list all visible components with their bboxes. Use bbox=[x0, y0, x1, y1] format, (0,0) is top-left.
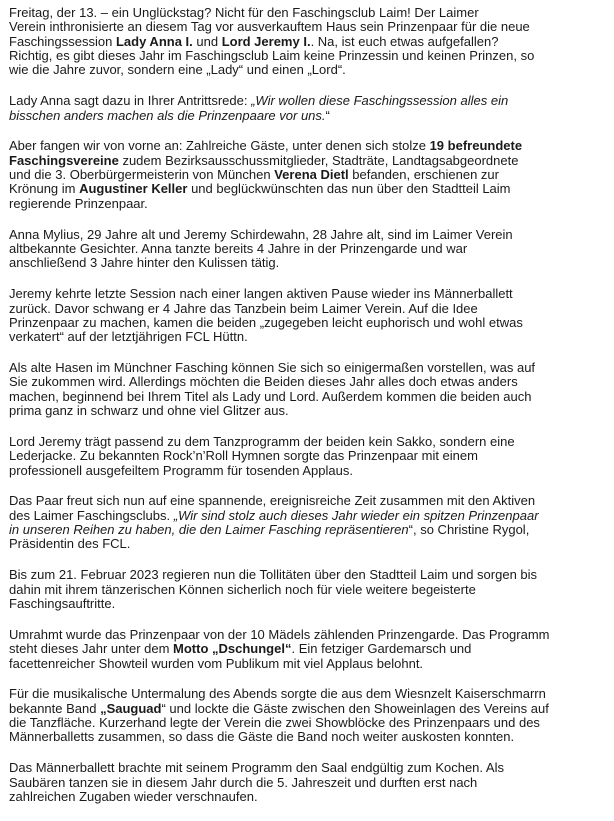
text-line bbox=[9, 716, 550, 730]
text-line bbox=[9, 642, 550, 656]
text-segment: steht dieses Jahr unter dem bbox=[9, 641, 174, 657]
text-line bbox=[9, 523, 550, 537]
text-line bbox=[9, 197, 550, 211]
article-paragraph bbox=[9, 287, 550, 344]
text-line bbox=[9, 361, 550, 375]
text-segment: machen, beginnend bei Ihrem Titel als Lady und Lord. Außerdem kommen die beiden auch bbox=[9, 388, 532, 404]
text-line bbox=[9, 139, 550, 153]
text-segment: “, so Christine Rygol, bbox=[408, 522, 530, 538]
text-segment: facettenreicher Showteil wurden vom Publikum mit viel Applaus belohnt. bbox=[9, 655, 424, 671]
text-segment: Prinzenpaar zu machen, kamen die beiden „zugegeben leicht euphorisch und wohl etwas bbox=[9, 314, 523, 330]
text-line bbox=[9, 49, 550, 63]
article-paragraph bbox=[9, 361, 550, 418]
bold-text: Verena Dietl bbox=[274, 167, 349, 183]
text-line bbox=[9, 330, 550, 344]
text-line bbox=[9, 597, 550, 611]
text-segment: Als alte Hasen im Münchner Fasching können Sie sich so einigermaßen vorstellen, was auf bbox=[9, 360, 536, 376]
article-paragraph bbox=[9, 568, 550, 611]
text-segment: anschließend 3 Jahre hinter den Kulissen tätig. bbox=[9, 255, 280, 271]
text-line bbox=[9, 302, 550, 316]
text-line bbox=[9, 537, 550, 551]
text-segment: zudem Bezirksausschussmitglieder, Stadträte, Landtagsabgeordnete bbox=[118, 152, 519, 168]
article-body bbox=[9, 6, 550, 821]
text-segment: “ und lockte die Gäste zwischen den Showeinlagen des Vereins auf bbox=[161, 700, 549, 716]
text-segment: Faschingssession bbox=[9, 33, 116, 49]
text-line bbox=[9, 94, 550, 108]
article-paragraph bbox=[9, 228, 550, 271]
text-segment: Lord Jeremy trägt passend zu dem Tanzprogramm der beiden kein Sakko, sondern eine bbox=[9, 433, 515, 449]
text-segment: Für die musikalische Untermalung des Abends sorgte die aus dem Wiesnzelt Kaiserschmarrn bbox=[9, 686, 546, 702]
text-segment: die Tanzfläche. Kurzerhand legte der Verein die zwei Showblöcke des Prinzenpaars und des bbox=[9, 715, 540, 731]
text-line bbox=[9, 182, 550, 196]
text-segment: . Ein fetziger Gardemarsch und bbox=[291, 641, 472, 657]
text-segment: Sie zukommen wird. Allerdings möchten die Beiden dieses Jahr alles doch etwas anders bbox=[9, 374, 518, 390]
text-segment: Präsidentin des FCL. bbox=[9, 536, 131, 552]
text-line bbox=[9, 761, 550, 775]
text-segment: des Laimer Faschingsclubs. bbox=[9, 507, 174, 523]
text-segment: dahin mit ihrem tänzerischen Können sicherlich noch für viele weitere begeisterte bbox=[9, 581, 476, 597]
quote-text: „Wir sind stolz auch dieses Jahr wieder ein spitzen Prinzenpaar bbox=[173, 507, 539, 523]
text-line bbox=[9, 464, 550, 478]
text-segment: Bis zum 21. Februar 2023 regieren nun die Tollitäten über den Stadtteil Laim und sorgen bis bbox=[9, 567, 538, 583]
text-segment: und beglückwünschten das nun über den Stadtteil Laim bbox=[187, 181, 511, 197]
text-line bbox=[9, 168, 550, 182]
article-paragraph bbox=[9, 94, 550, 123]
text-segment: Lady Anna sagt dazu in Ihrer Antrittsrede: bbox=[9, 93, 252, 109]
text-line bbox=[9, 316, 550, 330]
bold-text: Lady Anna I. bbox=[115, 33, 193, 49]
text-segment: Das Männerballett brachte mit seinem Programm den Saal endgültig zum Kochen. Als bbox=[9, 760, 504, 776]
text-segment: Anna Mylius, 29 Jahre alt und Jeremy Schirdewahn, 28 Jahre alt, sind im Laimer Verein bbox=[9, 226, 513, 242]
text-line bbox=[9, 63, 550, 77]
text-segment: Saubären tanzen sie in diesem Jahr durch die 5. Jahreszeit und durften erst nach bbox=[9, 774, 478, 790]
text-segment: wie die Jahre zuvor, sondern eine „Lady“ und einen „Lord“. bbox=[9, 62, 346, 78]
text-segment: befanden, erschienen zur bbox=[348, 167, 499, 183]
text-line bbox=[9, 109, 550, 123]
article-paragraph bbox=[9, 628, 550, 671]
text-line bbox=[9, 154, 550, 168]
text-line bbox=[9, 228, 550, 242]
text-segment: regierende Prinzenpaar. bbox=[9, 195, 148, 211]
text-line bbox=[9, 35, 550, 49]
text-line bbox=[9, 375, 550, 389]
text-segment: Freitag, der 13. – ein Unglückstag? Nicht für den Faschingsclub Laim! Der Laimer bbox=[9, 5, 479, 20]
article-paragraph bbox=[9, 761, 550, 804]
bold-text: Augustiner Keller bbox=[79, 181, 188, 197]
text-line bbox=[9, 568, 550, 582]
text-line bbox=[9, 435, 550, 449]
text-line bbox=[9, 242, 550, 256]
text-line bbox=[9, 256, 550, 270]
text-segment: Aber fangen wir von vorne an: Zahlreiche Gäste, unter denen sich stolze bbox=[9, 138, 430, 154]
text-segment: Das Paar freut sich nun auf eine spannende, ereignisreiche Zeit zusammen mit den Aktiven bbox=[9, 493, 536, 509]
text-line bbox=[9, 449, 550, 463]
text-line bbox=[9, 687, 550, 701]
text-line bbox=[9, 776, 550, 790]
text-segment: Jeremy kehrte letzte Session nach einer langen aktiven Pause wieder ins Männerballett bbox=[9, 286, 513, 302]
text-segment: und die 3. Oberbürgermeisterin von München bbox=[9, 167, 275, 183]
text-line bbox=[9, 287, 550, 301]
quote-text: „Wir wollen diese Faschingssession alles ein bbox=[251, 93, 509, 109]
text-segment: verkatert“ auf der letztjährigen FCL Hüttn. bbox=[9, 329, 248, 345]
quote-text: in unseren Reihen zu haben, die den Laimer Fasching repräsentieren bbox=[9, 522, 409, 538]
text-segment: professionell ausgefeiltem Programm für tosenden Applaus. bbox=[9, 462, 353, 478]
bold-text: Lord Jeremy I. bbox=[221, 33, 311, 49]
text-line bbox=[9, 628, 550, 642]
text-segment: Männerballetts zusammen, so dass die Gäste die Band noch weiter auskosten konnten. bbox=[9, 729, 515, 745]
text-segment: bekannte Band bbox=[9, 700, 101, 716]
text-segment: zahlreichen Zugaben wieder verschnaufen. bbox=[9, 788, 258, 804]
text-segment: Krönung im bbox=[9, 181, 80, 197]
text-line bbox=[9, 6, 550, 20]
article-paragraph bbox=[9, 435, 550, 478]
article-paragraph bbox=[9, 6, 550, 78]
bold-text: 19 befreundete bbox=[429, 138, 523, 154]
article-paragraph bbox=[9, 494, 550, 551]
bold-text: Faschingsvereine bbox=[9, 152, 119, 168]
bold-text: Motto „Dschungel“ bbox=[173, 641, 292, 657]
text-line bbox=[9, 657, 550, 671]
text-segment: . Na, ist euch etwas aufgefallen? bbox=[310, 33, 499, 49]
bold-text: „Sauguad bbox=[100, 700, 162, 716]
quote-text: bisschen anders machen als die Prinzenpaare vor uns. bbox=[9, 107, 326, 123]
text-segment: und bbox=[192, 33, 222, 49]
text-segment: Richtig, es gibt dieses Jahr im Faschingsclub Laim keine Prinzessin und keinen Prinzen, so bbox=[9, 48, 535, 64]
text-line bbox=[9, 20, 550, 34]
article-paragraph bbox=[9, 687, 550, 744]
text-segment: prima ganz in schwarz und ohne viel Glitzer aus. bbox=[9, 403, 289, 419]
article-paragraph bbox=[9, 139, 550, 211]
text-segment: Verein inthronisierte an diesem Tag vor ausverkauftem Haus sein Prinzenpaar für die neue bbox=[9, 19, 530, 35]
text-segment: Lederjacke. Zu bekannten Rock’n’Roll Hymnen sorgte das Prinzenpaar mit einem bbox=[9, 448, 478, 464]
text-line bbox=[9, 509, 550, 523]
text-line bbox=[9, 790, 550, 804]
text-segment: zurück. Davor schwang er 4 Jahre das Tanzbein beim Laimer Verein. Auf die Idee bbox=[9, 300, 478, 316]
text-line bbox=[9, 494, 550, 508]
text-line bbox=[9, 390, 550, 404]
text-line bbox=[9, 583, 550, 597]
text-segment: Faschingsauftritte. bbox=[9, 596, 116, 611]
text-segment: Umrahmt wurde das Prinzenpaar von der 10 Mädels zählenden Prinzengarde. Das Programm bbox=[9, 626, 550, 642]
text-line bbox=[9, 702, 550, 716]
text-line bbox=[9, 404, 550, 418]
text-segment: altbekannte Gesichter. Anna tanzte bereits 4 Jahre in der Prinzengarde und war bbox=[9, 240, 468, 256]
text-segment: “ bbox=[325, 107, 330, 123]
text-line bbox=[9, 730, 550, 744]
